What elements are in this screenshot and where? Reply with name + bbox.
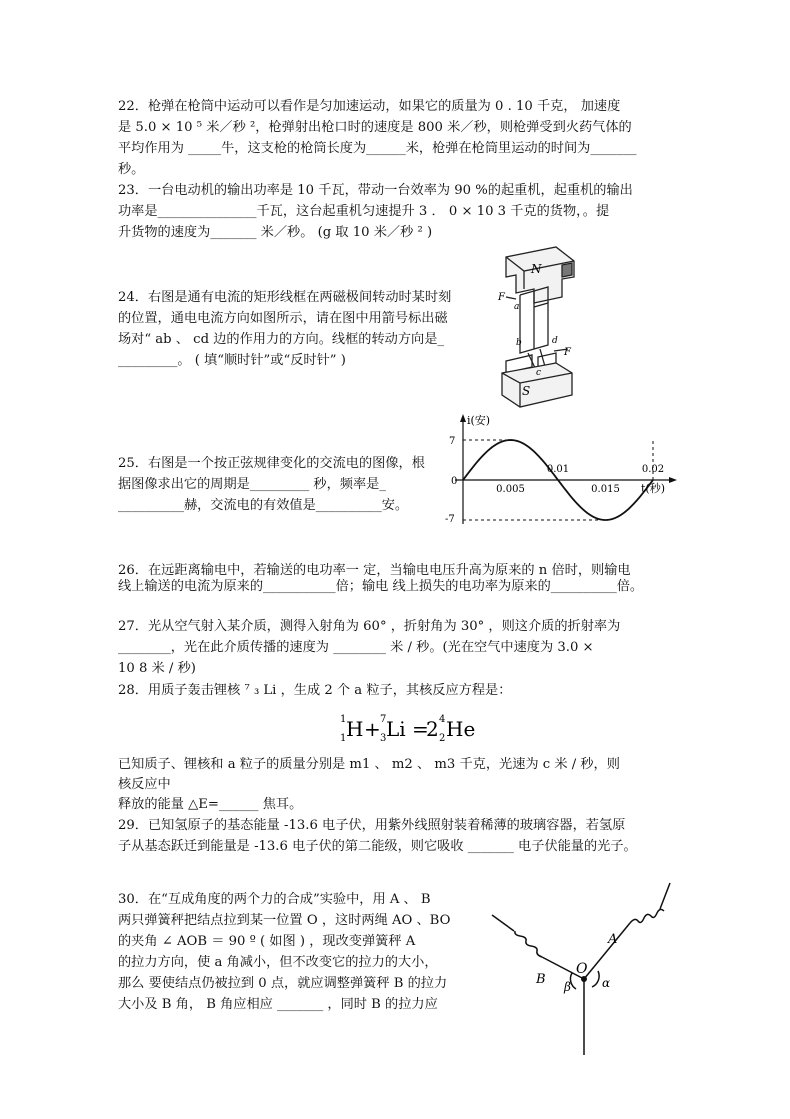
q25-line-2: 据图像求出它的周期是_________ 秒，频率是_ [118,477,386,492]
q29-line-2: 子从基态跃迁到能量是 -13.6 电子伏的第二能级，则它吸收 _______ 电子伏能量的光子。 [118,839,637,854]
ac-sine-chart [445,412,685,527]
q24-line-3: 场对“ ab 、 cd 边的作用力的方向。线框的转动方向是_ [118,332,444,347]
y-tick-label: -7 [445,514,455,525]
y-axis-arrow [460,414,466,422]
q25-line-3: __________赫，交流电的有效值是__________安。 [118,498,409,513]
q28-line-3: 核反应中 [118,777,171,792]
x-axis-label: t(秒) [641,482,666,495]
q25-line-1: 25．右图是一个按正弦规律变化的交流电的图像，根 [118,456,425,471]
q22-line-4: 秒。 [118,162,145,177]
q26-line-2: 线上输送的电流为原来的___________倍；输电 线上损失的电功率为原来的__________倍。 [118,579,644,594]
y-tick-label: 7 [449,436,456,447]
eq-coefficient: 2 [426,717,439,741]
spring-b-label: B [536,972,546,987]
force-label-ab: F [498,292,505,303]
x-tick-label: 0.01 [546,464,570,475]
eq-li-charge: 3 [380,733,387,744]
q24-line-2: 的位置，通电电流方向如图所示，请在图中用箭号标出磁 [118,311,448,326]
q22-line-1: 22．枪弹在枪筒中运动可以看作是匀加速运动，如果它的质量为 0 . 10 千克， 加速度 [118,99,621,114]
eq-hydrogen: H [346,717,364,741]
n-pole-label: N [531,262,542,276]
eq-he-mass: 4 [439,714,446,725]
q30-line-1: 30．在“互成角度的两个力的合成”实验中，用 A 、 B [118,892,431,907]
nuclear-equation [340,708,476,750]
coil-label-d: d [552,336,558,346]
x-tick-label: 0.005 [496,484,525,495]
eq-helium: He [446,717,476,741]
q28-line-1: 28．用质子轰击锂核 ⁷ ₃ Li ，生成 2 个 a 粒子，其核反应方程是： [118,683,512,698]
coil-label-b: b [516,338,522,348]
s-pole-label: S [522,384,531,398]
force-label-cd: F [564,347,571,358]
q29-line-1: 29．已知氢原子的基态能量 -13.6 电子伏，用紫外线照射装着稀薄的玻璃容器，若氢原 [118,818,626,833]
q30-line-3: 的夹角 ∠ AOB ＝ 90 º ( 如图 ) ，现改变弹簧秤 A [118,934,416,949]
q27-line-1: 27．光从空气射入某介质，测得入射角为 60° ，折射角为 30° ，则这介质的折射率为 [118,619,621,634]
q30-line-5: 那么 要使结点仍被拉到 0 点，就应调整弹簧秤 B 的拉力 [118,976,448,991]
eq-h-charge: 1 [340,733,347,744]
point-o-label: O [576,961,588,977]
spring-a-label: A [608,932,618,947]
q22-line-2: 是 5.0 × 10 ⁵ 米／秒 ²，枪弹射出枪口时的速度是 800 米／秒，则枪弹受到火药气体的 [118,120,632,135]
q24-line-4: _________。 ( 填“顺时针”或“反时针” ) [118,353,346,368]
x-axis-arrow [669,477,677,483]
q23-line-2: 功率是_______________千瓦，这台起重机匀速提升 3 ． 0 × 10 3 千克的货物，。提 [118,204,610,219]
q26-line-1: 26．在远距离输电中，若输送的电功率一 定，当输电电压升高为原来的 n 倍时，则输电 [118,563,631,578]
angle-beta-label: β [564,980,571,994]
q23-line-3: 升货物的速度为_______ 米／秒。 (g 取 10 米／秒 ² ) [118,225,433,240]
coil-label-a: a [514,302,520,312]
eq-he-charge: 2 [439,733,446,744]
q30-line-6: 大小及 B 角， B 角应相应 _______ ，同时 B 的拉力应 [118,997,438,1012]
force-composition-figure [480,875,680,1057]
eq-equals: = [412,717,429,741]
motor-coil-figure [476,245,586,410]
q28-line-2: 已知质子、锂核和 a 粒子的质量分别是 m1 、 m2 、 m3 千克，光速为 c 米 / 秒，则 [118,757,620,772]
q27-line-2: ________，光在此介质传播的速度为 ________ 米 / 秒。(光在空气中速度为 3.0 × [118,640,594,655]
q30-line-4: 的拉力方向，使 a 角减小，但不改变它的拉力的大小， [118,955,438,970]
q22-line-3: 平均作用为 _____牛，这支枪的枪筒长度为______米，枪弹在枪筒里运动的时间为_______ [118,141,637,156]
eq-li-mass: 7 [380,714,387,725]
y-axis-label: i(安) [467,414,491,427]
eq-h-mass: 1 [340,714,347,725]
q24-line-1: 24．右图是通有电流的矩形线框在两磁极间转动时某时刻 [118,290,452,305]
x-tick-label: 0.02 [641,464,665,475]
eq-plus: + [364,717,381,741]
q27-line-3: 10 8 米 / 秒) [118,661,196,676]
x-tick-label: 0.015 [591,484,620,495]
q28-line-4: 释放的能量 △E=______ 焦耳。 [118,797,303,812]
coil-label-c: c [536,368,542,378]
q30-line-2: 两只弹簧秤把结点拉到某一位置 O ，这时两绳 AO 、BO [118,913,451,928]
q23-line-1: 23．一台电动机的输出功率是 10 千瓦，带动一台效率为 90 %的起重机，起重机的输出 [118,183,633,198]
y-tick-label: 0 [451,476,458,487]
eq-lithium: Li [386,717,406,741]
angle-alpha-label: α [602,976,611,990]
